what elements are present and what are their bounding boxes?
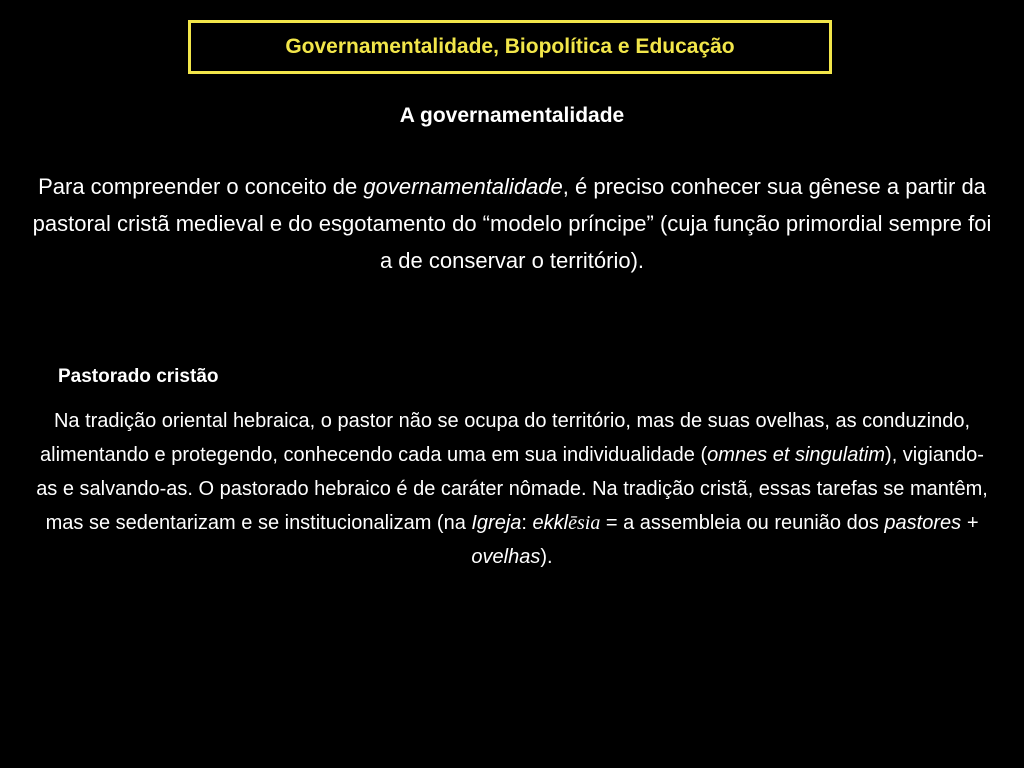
body-italic-igreja: Igreja — [471, 512, 522, 534]
section-heading: Pastorado cristão — [58, 366, 219, 387]
body-italic-ekklesia-a: ekkl — [532, 512, 569, 534]
body-text-part5: ). — [540, 546, 553, 568]
body-text-part4: = a assembleia ou reunião dos — [600, 512, 885, 534]
slide-title-box — [188, 20, 832, 74]
body-italic-ekklesia-b: ēsia — [568, 512, 601, 534]
body-text-part1: Na tradição oriental hebraica, o pastor não se ocupa do território, mas de suas ovelhas, as conduzindo, alimentando e protegendo, conhecendo cada uma em sua individualidade ( — [40, 410, 971, 466]
body-italic-pastores: pastores + ovelhas — [471, 512, 979, 568]
body-text-part3: : — [521, 512, 533, 534]
body-text-part2: ), vigiando-as e salvando-as. O pastorado hebraico é de caráter nômade. Na tradição cristã, essas tarefas se mantêm, mas se sedentarizam e se institucionalizam (na — [36, 444, 988, 534]
intro-italic-term: governamentalidade — [363, 174, 563, 199]
body-italic-latin: omnes et singulatim — [707, 444, 886, 466]
body-paragraph — [30, 404, 994, 574]
slide-subtitle: A governamentalidade — [399, 104, 625, 127]
intro-text-part2: , é preciso conhecer sua gênese a partir da pastoral cristã medieval e do esgotamento do “modelo príncipe” (cuja função primordial sempre foi a de conservar o território). — [32, 174, 992, 273]
intro-text-part1: Para compreender o conceito de — [38, 174, 364, 199]
slide-title: Governamentalidade, Biopolítica e Educação — [285, 35, 735, 58]
intro-paragraph — [32, 168, 992, 279]
